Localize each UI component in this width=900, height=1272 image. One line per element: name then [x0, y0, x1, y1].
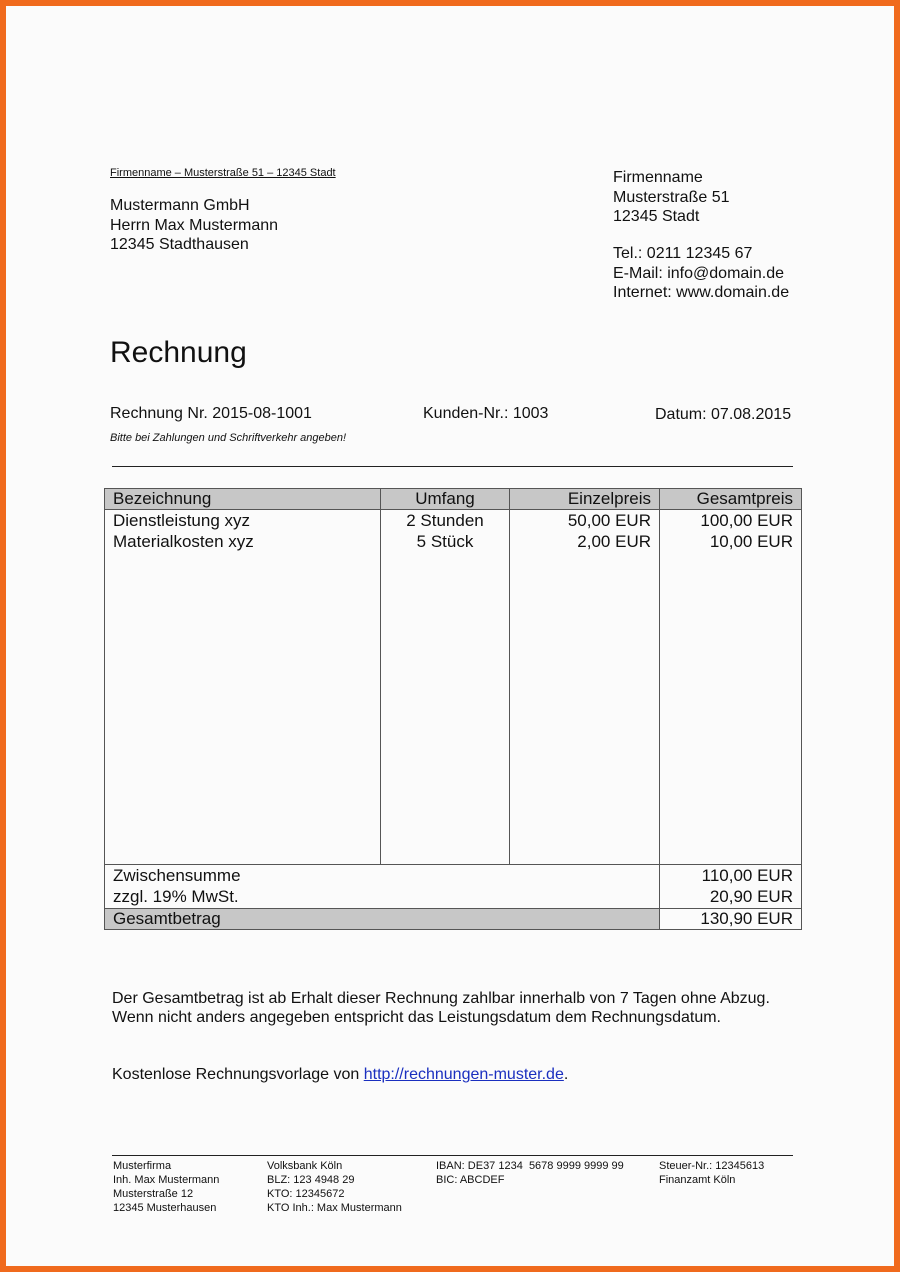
template-credit: [112, 1066, 568, 1084]
company-city: 12345 Stadt: [613, 208, 700, 225]
company-street: Musterstraße 51: [613, 188, 730, 206]
recipient-city: 12345 Stadthausen: [110, 236, 249, 253]
service-date-line: Wenn nicht anders angegeben entspricht das Leistungsdatum dem Rechnungsdatum.: [112, 1009, 721, 1026]
company-address: [613, 168, 729, 227]
footer-iban: [436, 1159, 624, 1187]
template-link[interactable]: http://rechnungen-muster.de: [363, 1066, 564, 1083]
column-divider: [659, 488, 660, 930]
reference-note: Bitte bei Zahlungen und Schriftverkehr angeben!: [110, 432, 347, 444]
body-separator: [104, 864, 802, 865]
grand-total-value: 130,90 EUR: [700, 909, 793, 928]
item-quantity: 5 Stück: [416, 532, 474, 551]
payment-terms: [112, 989, 772, 1027]
subtotal-value: 110,00 EUR: [701, 866, 793, 885]
vat-value: 20,90 EUR: [709, 887, 793, 906]
item-unit-price: 2,00 EUR: [577, 532, 651, 551]
company-contact: [613, 244, 789, 303]
invoice-date: Datum: 07.08.2015: [655, 406, 792, 423]
payment-terms-line: Der Gesamtbetrag ist ab Erhalt dieser Rechnung zahlbar innerhalb von 7 Tagen ohne Abzug.: [112, 990, 770, 1007]
company-name: Firmenname: [613, 169, 703, 186]
footer-line: Inh. Max Mustermann: [113, 1174, 220, 1186]
item-description: Materialkosten xyz: [113, 532, 254, 551]
footer-line: Musterfirma: [113, 1160, 172, 1172]
footer-tax: [659, 1159, 764, 1187]
divider-line: [112, 466, 793, 467]
footer-line: IBAN: DE37 1234 5678 9999 9999 99: [436, 1160, 624, 1172]
item-total-price: 100,00 EUR: [700, 511, 793, 530]
header-quantity: Umfang: [415, 489, 475, 508]
item-unit-price: 50,00 EUR: [567, 511, 651, 530]
footer-line: KTO: 12345672: [267, 1188, 345, 1200]
header-total-price: Gesamtpreis: [696, 489, 793, 508]
customer-number: Kunden-Nr.: 1003: [423, 405, 549, 422]
item-description: Dienstleistung xyz: [113, 511, 251, 530]
company-phone: Tel.: 0211 12345 67: [613, 245, 753, 262]
credit-suffix: .: [563, 1066, 569, 1083]
item-total-price: 10,00 EUR: [709, 532, 793, 551]
credit-text: Kostenlose Rechnungsvorlage von: [112, 1066, 364, 1083]
company-email: E-Mail: info@domain.de: [613, 264, 784, 282]
header-description: Bezeichnung: [113, 489, 212, 508]
footer-line: Volksbank Köln: [267, 1160, 343, 1172]
subtotal-label: Zwischensumme: [113, 866, 241, 885]
recipient-person: Herrn Max Mustermann: [110, 216, 279, 234]
sender-address-line: Firmenname – Musterstraße 51 – 12345 Stadt: [110, 167, 336, 179]
header-unit-price: Einzelpreis: [567, 489, 651, 508]
item-quantity: 2 Stunden: [406, 511, 484, 530]
grand-total-label: Gesamtbetrag: [113, 909, 221, 928]
vat-label: zzgl. 19% MwSt.: [113, 887, 239, 906]
footer-line: Musterstraße 12: [113, 1188, 194, 1200]
footer-line: BLZ: 123 4948 29: [267, 1174, 355, 1186]
invoice-number: Rechnung Nr. 2015-08-1001: [110, 405, 312, 422]
footer-line: BIC: ABCDEF: [436, 1174, 505, 1186]
company-website: Internet: www.domain.de: [613, 284, 790, 301]
footer-line: Finanzamt Köln: [659, 1174, 736, 1186]
recipient-company: Mustermann GmbH: [110, 197, 250, 214]
footer-line: KTO Inh.: Max Mustermann: [267, 1202, 402, 1214]
invoice-table: [104, 488, 802, 930]
footer-line: 12345 Musterhausen: [113, 1202, 217, 1214]
footer-divider: [112, 1155, 793, 1156]
footer-company: [113, 1159, 219, 1215]
document-title: Rechnung: [110, 336, 247, 369]
footer-bank: [267, 1159, 402, 1215]
footer-line: Steuer-Nr.: 12345613: [659, 1160, 765, 1172]
recipient-address: [110, 196, 278, 255]
